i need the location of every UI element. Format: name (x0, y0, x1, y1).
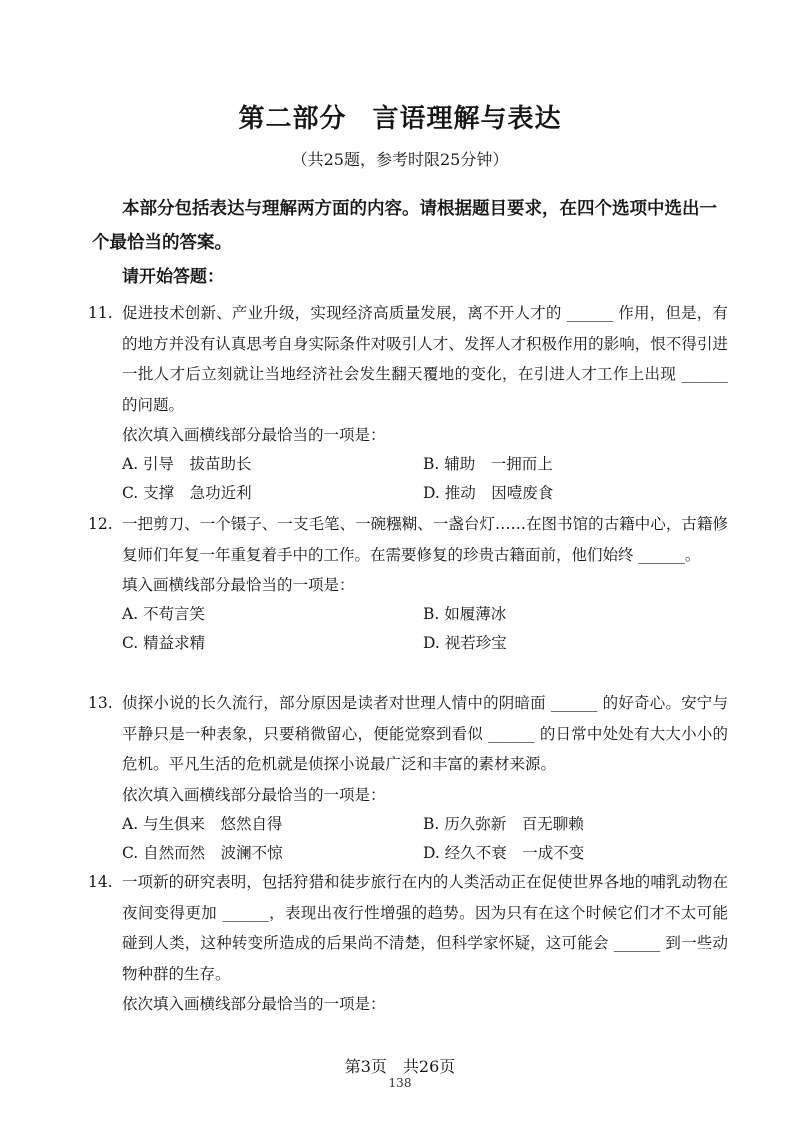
start-label: 请开始答题： (122, 267, 224, 287)
question-14 (88, 867, 728, 1019)
question-stem: 一把剪刀、一个镊子、一支毛笔、一碗糨糊、一盏台灯……在图书馆的古籍中心，古籍修复师们年复一年重复着手中的工作。在需要修复的珍贵古籍面前，他们始终 ______。 (122, 515, 728, 564)
question-stem: 一项新的研究表明，包括狩猎和徒步旅行在内的人类活动正在促使世界各地的哺乳动物在夜间变得更加 ______，表现出夜行性增强的趋势。因为只有在这个时候它们才不太可能碰到人类，这种转变所造成的后果尚不清楚，但科学家怀疑，这可能会 ______ 到一些动物种群的生存。 (122, 873, 728, 983)
question-instruction: 依次填入画横线部分最恰当的一项是： (122, 785, 386, 804)
question-stem: 侦探小说的长久流行，部分原因是读者对世理人情中的阴暗面 ______ 的好奇心。安宁与平静只是一种表象，只要稍微留心，便能觉察到看似 ______ 的日常中处处有大大小小的危机。平凡生活的危机就是侦探小说最广泛和丰富的素材来源。 (122, 694, 728, 773)
question-number: 11. (88, 304, 113, 322)
option-a[interactable]: A. 与生俱来 悠然自得 (122, 814, 283, 833)
page-number: 138 (388, 1076, 412, 1090)
question-number: 12. (88, 515, 113, 533)
page-title (0, 98, 800, 135)
page-subtitle: （共25题，参考时限25分钟） (291, 150, 509, 169)
question-instruction: 填入画横线部分最恰当的一项是： (122, 576, 355, 594)
options-grid (122, 600, 728, 658)
option-c[interactable]: C. 支撑 急功近利 (122, 484, 252, 502)
option-c[interactable]: C. 自然而然 波澜不惊 (122, 843, 283, 862)
options-grid (122, 450, 728, 508)
option-a[interactable]: A. 不苟言笑 (122, 605, 206, 623)
question-13 (88, 688, 728, 868)
option-b[interactable]: B. 历久弥新 百无聊赖 (423, 814, 584, 833)
option-d[interactable]: D. 视若珍宝 (423, 634, 507, 652)
options-grid (122, 810, 728, 868)
question-instruction: 依次填入画横线部分最恰当的一项是： (122, 426, 386, 444)
part-label: 第二部分 (238, 104, 347, 134)
question-stem: 促进技术创新、产业升级，实现经济高质量发展，离不开人才的 ______ 作用，但是，有的地方并没有认真思考自身实际条件对吸引人才、发挥人才积极作用的影响，恨不得引进一批人才后立刻就让当地经济社会发生翻天覆地的变化，在引进人才工作上出现 ______ 的问题。 (122, 304, 728, 414)
option-d[interactable]: D. 经久不衰 一成不变 (423, 843, 585, 862)
page-footer: 第3页 共26页 (344, 1057, 456, 1076)
option-b[interactable]: B. 辅助 一拥而上 (423, 455, 553, 473)
question-instruction: 依次填入画横线部分最恰当的一项是： (122, 995, 386, 1013)
question-11 (88, 298, 728, 508)
option-b[interactable]: B. 如履薄冰 (423, 605, 507, 623)
option-a[interactable]: A. 引导 拔苗助长 (122, 455, 252, 473)
question-number: 14. (88, 873, 113, 891)
option-c[interactable]: C. 精益求精 (122, 634, 206, 652)
section-label: 言语理解与表达 (372, 104, 562, 134)
section-intro: 本部分包括表达与理解两方面的内容。请根据题目要求，在四个选项中选出一个最恰当的答案。 (92, 199, 717, 253)
option-d[interactable]: D. 推动 因噎废食 (423, 484, 554, 502)
question-12 (88, 509, 728, 658)
question-number: 13. (88, 694, 113, 712)
